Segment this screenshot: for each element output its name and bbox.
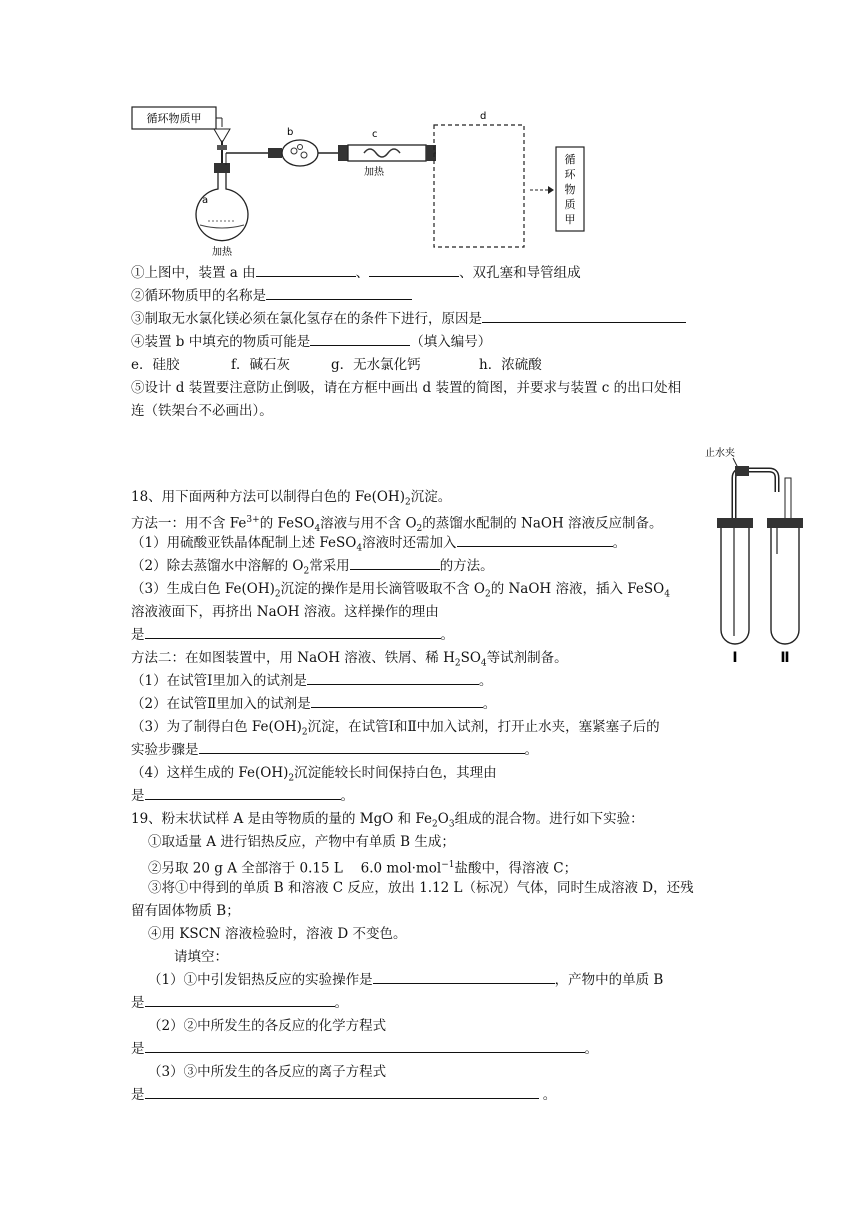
q19-q3: （3）③中所发生的各反应的离子方程式 xyxy=(148,1064,387,1080)
q18-m1-q1: （1）用硫酸亚铁晶体配制上述 FeSO$_4$溶液时还需加入 。 xyxy=(131,532,626,560)
q19-q2: （2）②中所发生的各反应的化学方程式 xyxy=(148,1018,387,1034)
stopper-tube-1 xyxy=(717,518,753,528)
funnel-stopcock xyxy=(217,145,227,150)
label-d: d xyxy=(480,111,487,122)
q17-line-2: ②循环物质甲的名称是 xyxy=(131,285,412,307)
q19-step-2: ②另取 20 g A 全部溶于 0.15 L 6.0 mol·mol$^{-1}$盐酸中，得溶液 C； xyxy=(148,860,578,877)
answer-blank[interactable] xyxy=(266,285,412,300)
round-bottom-flask xyxy=(196,173,248,241)
water-clamp xyxy=(735,466,749,476)
answer-blank[interactable] xyxy=(145,785,341,800)
tube-2-label: Ⅱ xyxy=(780,650,790,666)
answer-blank[interactable] xyxy=(145,624,441,639)
output-label-char: 循 xyxy=(564,153,576,166)
q19-step-4: ④用 KSCN 溶液检验时，溶液 D 不变色。 xyxy=(148,926,407,942)
answer-blank[interactable] xyxy=(310,331,410,346)
option-h: h．浓硫酸 xyxy=(479,357,542,373)
q17-line-1: ①上图中，装置 a 由 、 、双孔塞和导管组成 xyxy=(131,262,581,284)
option-g: g．无水氯化钙 xyxy=(331,357,421,373)
answer-blank[interactable] xyxy=(350,555,440,570)
answer-blank[interactable] xyxy=(145,992,335,1007)
q19-step-3-cont: 留有固体物质 B； xyxy=(131,903,240,919)
output-label-char: 质 xyxy=(564,198,576,211)
q18-m2-q3-cont: 实验步骤是 。 xyxy=(131,739,538,761)
label-c: c xyxy=(372,129,378,140)
q19-q3-answer: 是 。 xyxy=(131,1084,556,1106)
heat-label-c: 加热 xyxy=(364,167,384,178)
q19-q2-answer: 是 。 xyxy=(131,1038,598,1060)
q18-m1-q2: （2）除去蒸馏水中溶解的 $O_2$常采用 的方法。 xyxy=(131,555,494,583)
design-box-d xyxy=(434,125,524,247)
q19-fill-prompt: 请填空： xyxy=(174,949,228,965)
answer-blank[interactable] xyxy=(199,739,525,754)
source-material-label: 循环物质甲 xyxy=(146,112,202,125)
option-e: e．硅胶 xyxy=(131,357,180,373)
q17-options xyxy=(131,354,542,376)
output-label-char: 环 xyxy=(564,168,576,181)
rubber-stopper xyxy=(214,163,230,173)
q19-step-1: ①取适量 A 进行铝热反应，产物中有单质 B 生成； xyxy=(148,834,455,850)
q18-title: 18、用下面两种方法可以制得白色的 $Fe(OH)_2$沉淀。 xyxy=(131,489,452,508)
drying-tube-b xyxy=(282,140,318,166)
q18-m2-q3: （3）为了制得白色 $Fe(OH)_2$沉淀，在试管Ⅰ和Ⅱ中加入试剂，打开止水夹，塞紧塞子后的 xyxy=(131,719,660,738)
output-label-char: 物 xyxy=(564,183,576,196)
q18-m2-q4: （4）这样生成的 $Fe(OH)_2$沉淀能较长时间保持白色，其理由 xyxy=(131,765,497,784)
clamp-label: 止水夹 xyxy=(705,448,735,459)
q17-line-7: 连（铁架台不必画出）。 xyxy=(131,403,273,419)
dropping-funnel xyxy=(214,129,230,141)
stopper-tube-2 xyxy=(767,518,803,528)
q19-q1-answer: 是 。 xyxy=(131,992,348,1014)
answer-blank[interactable] xyxy=(482,308,686,323)
output-label-char: 甲 xyxy=(564,213,576,226)
answer-blank[interactable] xyxy=(311,693,483,708)
q18-m2-q4-answer: 是 。 xyxy=(131,785,354,807)
q17-line-4: ④装置 b 中填充的物质可能是 （填入编号） xyxy=(131,331,491,353)
answer-blank[interactable] xyxy=(457,532,613,547)
q19-step-3: ③将①中得到的单质 B 和溶液 C 反应，放出 1.12 L（标况）气体，同时生成溶液 D，还残 xyxy=(148,880,694,896)
q18-m2-q2: （2）在试管Ⅱ里加入的试剂是 。 xyxy=(131,693,496,715)
q19-title: 19、粉末状试样 A 是由等物质的量的 MgO 和 $Fe_2O_3$组成的混合物。进行如下实验： xyxy=(131,811,644,830)
answer-blank[interactable] xyxy=(145,1038,585,1053)
answer-blank[interactable] xyxy=(373,969,555,984)
q17-line-3: ③制取无水氯化镁必须在氯化氢存在的条件下进行，原因是 xyxy=(131,308,686,330)
label-a: a xyxy=(202,195,209,206)
q18-m1-q3: （3）生成白色 $Fe(OH)_2$沉淀的操作是用长滴管吸取不含 $O_2$的 NaOH 溶液，插入 FeSO$_4$ xyxy=(131,581,670,600)
q18-m2-q1: （1）在试管Ⅰ里加入的试剂是 。 xyxy=(131,670,492,692)
heated-tube-c xyxy=(348,145,426,161)
connector-2 xyxy=(338,145,348,161)
answer-blank[interactable] xyxy=(145,1084,539,1099)
test-tubes-diagram xyxy=(703,444,813,666)
answer-blank[interactable] xyxy=(369,262,459,277)
heat-label-a: 加热 xyxy=(212,247,232,258)
apparatus-diagram xyxy=(128,103,592,263)
q18-method1: 方法一：用不含 $Fe^{3+}$的 FeSO$_4$溶液与用不含 $O_2$的蒸馏水配制的 NaOH 溶液反应制备。 xyxy=(131,515,663,535)
label-b: b xyxy=(287,127,294,138)
q18-m1-q3-answer: 是 。 xyxy=(131,624,454,646)
connector-1 xyxy=(268,148,282,158)
answer-blank[interactable] xyxy=(256,262,356,277)
answer-blank[interactable] xyxy=(307,670,479,685)
q18-m1-q3-cont: 溶液液面下，再挤出 NaOH 溶液。这样操作的理由 xyxy=(131,604,439,620)
q19-q1: （1）①中引发铝热反应的实验操作是 ，产物中的单质 B xyxy=(148,969,663,991)
q17-line-6: ⑤设计 d 装置要注意防止倒吸，请在方框中画出 d 装置的简图，并要求与装置 c 的出口处相 xyxy=(131,380,682,396)
q18-method2: 方法二：在如图装置中，用 NaOH 溶液、铁屑、稀 $H_2SO_4$等试剂制备。 xyxy=(131,650,568,669)
arrow-icon xyxy=(548,186,554,194)
test-tube-1 xyxy=(721,528,749,644)
test-tube-2 xyxy=(771,528,799,644)
option-f: f．碱石灰 xyxy=(231,357,290,373)
tube-1-label: Ⅰ xyxy=(732,650,738,666)
